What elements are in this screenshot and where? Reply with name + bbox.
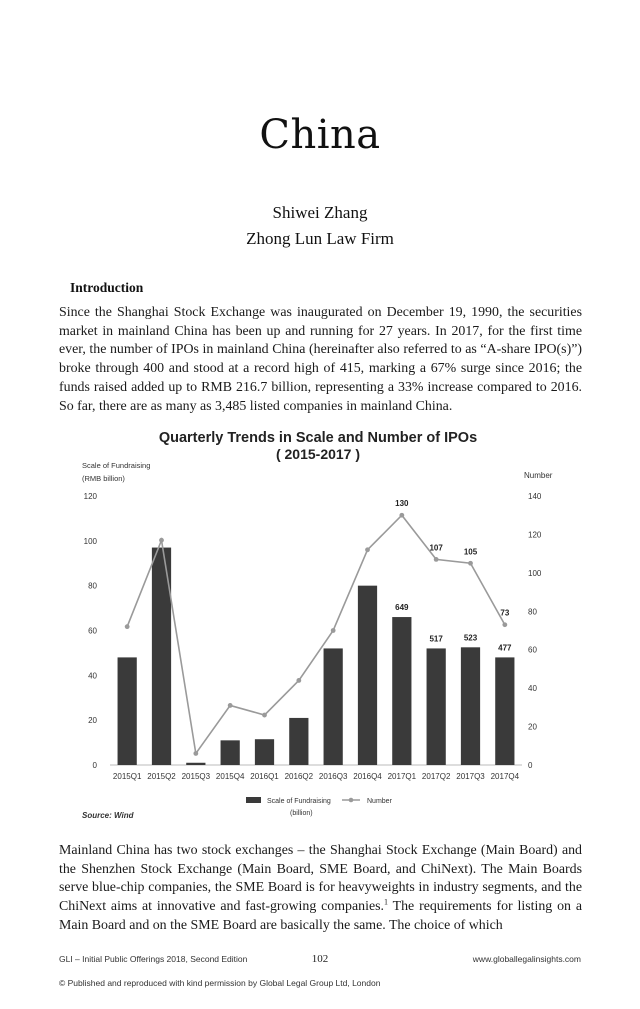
- line-point: [125, 624, 130, 629]
- bar: [427, 648, 446, 765]
- number-line: [127, 515, 505, 753]
- law-firm-name: Zhong Lun Law Firm: [246, 229, 394, 248]
- line-point: [193, 751, 198, 756]
- chart-legend: [246, 797, 393, 817]
- right-tick-label: 0: [528, 761, 533, 770]
- intro-paragraph: Since the Shanghai Stock Exchange was inaugurated on December 19, 1990, the securities market in mainland China has been up and running for 27 years. In 2017, for the first time ever, the number of IPOs in mainland China (hereinafter also referred to as “A-share IPO(s)”) broke through 400 and stood at a record high of 415, marking a 67% surge since 2016; the funds raised added up to RMB 216.7 billion, representing a 33% increase compared to 2016. So far, there are as many as 3,485 listed companies in mainland China.: [59, 305, 582, 414]
- x-tick-label: 2017Q4: [490, 772, 520, 781]
- footer-website: www.globallegalinsights.com: [472, 954, 581, 964]
- x-tick-label: 2015Q1: [112, 772, 142, 781]
- bar-data-label: 523: [463, 633, 478, 643]
- x-tick-label: 2017Q2: [421, 772, 451, 781]
- bar: [255, 739, 274, 765]
- chart-source: Source: Wind: [82, 811, 134, 820]
- left-axis-label-line1: Scale of Fundraising: [82, 461, 151, 470]
- bar: [392, 617, 411, 765]
- x-tick-label: 2016Q3: [318, 772, 348, 781]
- stock-exchanges-text: Mainland China has two stock exchanges – the Shanghai Stock Exchange (Main Board) and the Shenzhen Stock Exchange (Main Board, SME Board, and ChiNext). The Main Boards serve blue-chip companies, the SME Board is for heavyweights in industry segments, and the ChiNext aims at innovative and fast-growing companies.: [59, 843, 582, 915]
- right-tick-label: 40: [528, 684, 537, 694]
- right-tick-label: 120: [528, 530, 542, 540]
- chart-subtitle: ( 2015-2017 ): [275, 446, 361, 462]
- line-data-label: 130: [395, 499, 409, 509]
- legend-label-bar: Scale of Fundraising: [267, 798, 331, 805]
- bar: [289, 718, 308, 765]
- bar-data-label: 649: [395, 603, 409, 613]
- footnote-marker[interactable]: 1: [384, 897, 389, 907]
- page-title: China: [259, 112, 381, 158]
- line-point: [399, 513, 404, 518]
- x-tick-label: 2016Q1: [250, 772, 279, 781]
- bar-data-label: 517: [429, 634, 443, 644]
- footer-page-number: 102: [311, 953, 329, 965]
- line-point: [159, 538, 164, 543]
- left-tick-label: 60: [88, 626, 97, 636]
- line-point: [468, 561, 473, 566]
- legend-swatch-bar: [246, 797, 261, 803]
- x-tick-label: 2015Q4: [215, 772, 245, 781]
- line-point: [296, 678, 301, 683]
- left-tick-label: 40: [88, 671, 97, 681]
- x-tick-label: 2017Q1: [387, 772, 417, 781]
- bar: [324, 648, 343, 765]
- x-tick-label: 2015Q2: [147, 772, 176, 781]
- left-tick-label: 0: [92, 761, 97, 770]
- x-tick-label: 2016Q4: [353, 772, 382, 781]
- stock-exchanges-text-continued: The requirements for listing on a Main Board and on the SME Board are basically the same. The choice of which: [59, 899, 582, 933]
- line-data-label: 105: [463, 547, 478, 557]
- bar: [186, 763, 205, 765]
- right-tick-label: 140: [528, 492, 542, 501]
- x-tick-label: 2015Q3: [181, 772, 211, 781]
- left-tick-label: 80: [88, 581, 97, 591]
- bar: [358, 586, 377, 765]
- section-heading-introduction: Introduction: [70, 280, 144, 295]
- right-tick-label: 100: [528, 568, 542, 578]
- legend-swatch-marker: [349, 798, 354, 803]
- right-tick-label: 20: [528, 722, 537, 732]
- line-point: [228, 703, 233, 708]
- x-tick-label: 2016Q2: [284, 772, 314, 781]
- chart-title: Quarterly Trends in Scale and Number of IPOs: [158, 430, 478, 446]
- legend-label-bar-sub: (billion): [290, 810, 313, 817]
- legend-label-line: Number: [367, 798, 392, 805]
- right-tick-label: 60: [528, 645, 537, 655]
- right-axis-label: Number: [524, 471, 553, 480]
- right-tick-label: 80: [528, 607, 537, 617]
- bar: [118, 657, 137, 765]
- bar: [495, 657, 514, 765]
- author-name: Shiwei Zhang: [272, 203, 368, 222]
- line-data-label: 73: [500, 608, 510, 618]
- ipo-trends-chart: [70, 422, 570, 826]
- footer-publication: GLI – Initial Public Offerings 2018, Second Edition: [59, 954, 248, 964]
- stock-exchanges-paragraph: [59, 842, 582, 936]
- line-data-label: 107: [429, 543, 443, 553]
- line-point: [365, 547, 370, 552]
- line-point: [331, 628, 336, 633]
- copyright-notice: © Published and reproduced with kind permission by Global Legal Group Ltd, London: [59, 978, 381, 988]
- left-tick-label: 20: [88, 716, 97, 726]
- left-tick-label: 100: [83, 536, 97, 546]
- line-point: [434, 557, 439, 562]
- x-tick-label: 2017Q3: [456, 772, 485, 781]
- bar: [461, 647, 480, 765]
- bar: [221, 740, 240, 765]
- line-point: [502, 622, 507, 627]
- left-tick-label: 120: [83, 492, 97, 501]
- left-axis-label-line2: (RMB billion): [82, 474, 125, 483]
- line-point: [262, 713, 267, 718]
- bar-data-label: 477: [498, 643, 512, 653]
- chart-canvas: [70, 422, 570, 826]
